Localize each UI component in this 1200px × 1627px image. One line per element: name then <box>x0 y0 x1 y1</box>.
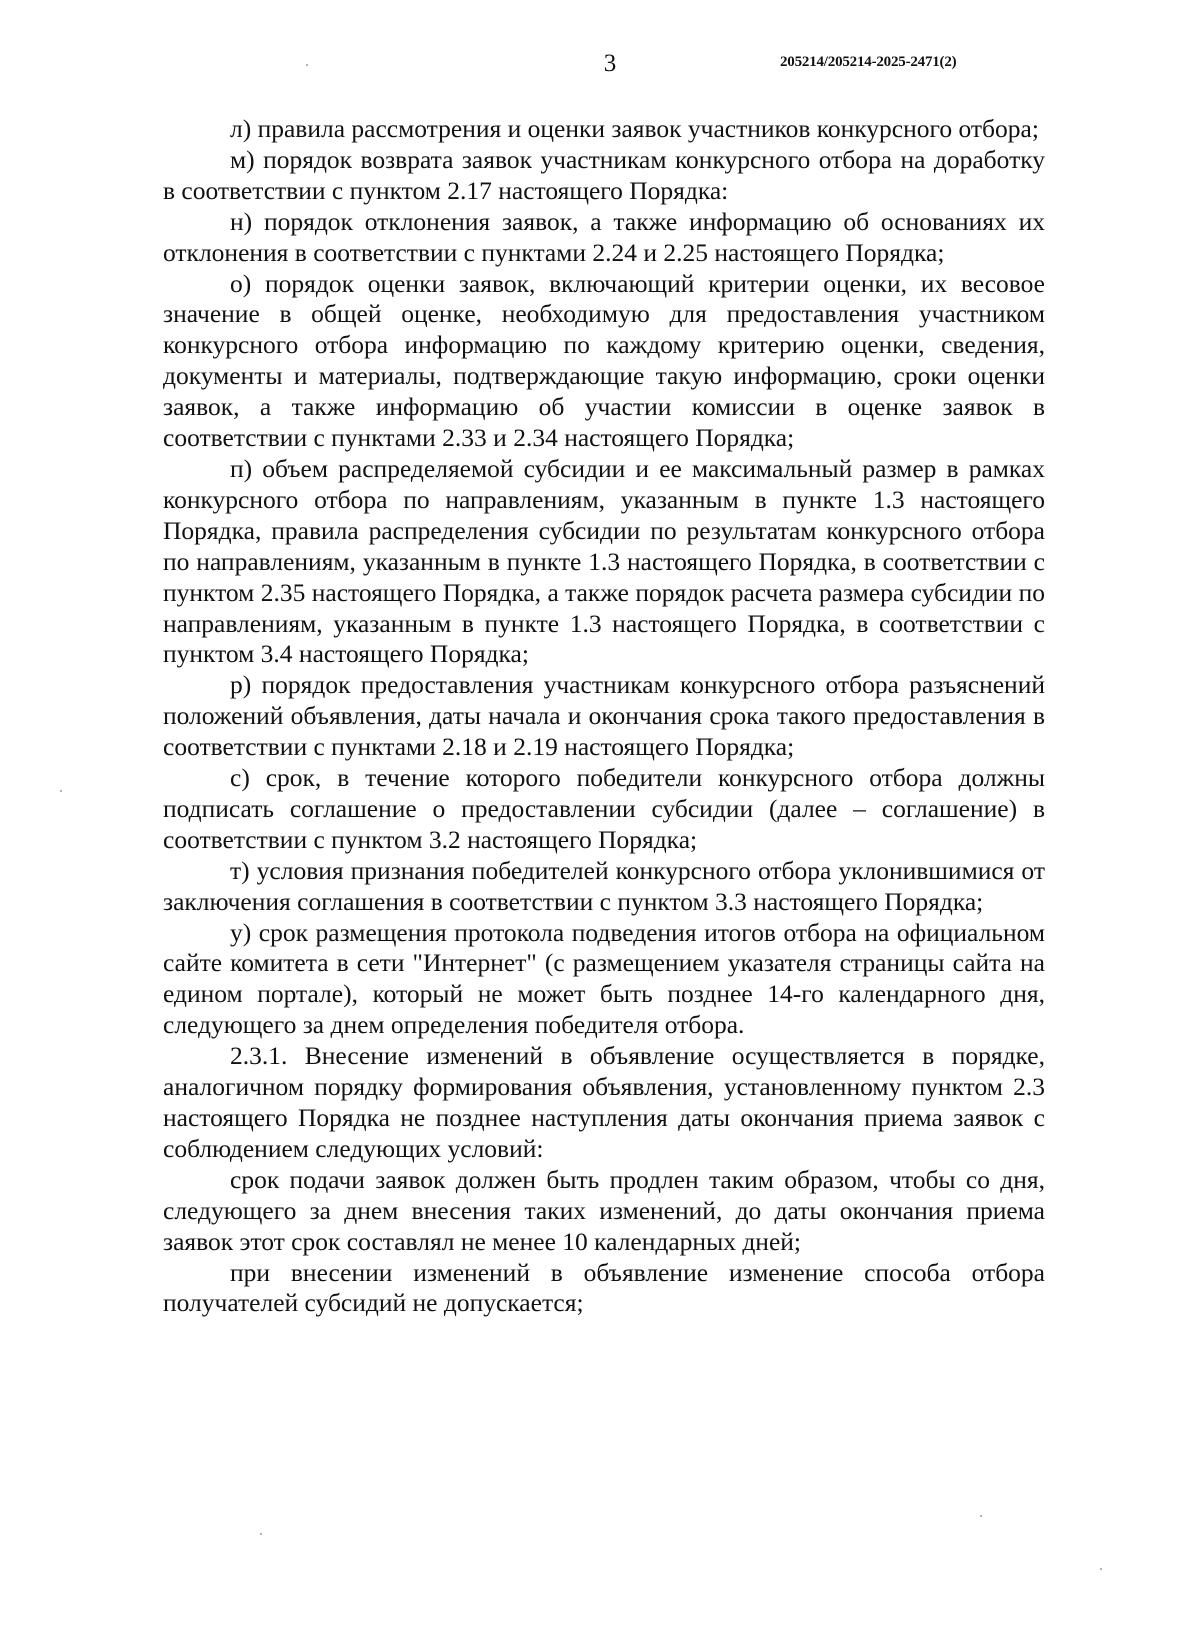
paragraph-item-o: о) порядок оценки заявок, включающий критерии оценки, их весовое значение в общей оценке, необходимую для предоставления участником конкурсного отбора информацию по каждому критерию оценки, сведения, документы и материалы, подтверждающие такую информацию, сроки оценки заявок, а также информацию об участии комиссии в оценке заявок в соответствии с пунктами 2.33 и 2.34 настоящего Порядка; <box>163 268 1045 453</box>
scan-speck <box>306 64 308 66</box>
paragraph-2-3-1: 2.3.1. Внесение изменений в объявление осуществляется в порядке, аналогичном порядку формирования объявления, установленному пунктом 2.3 настоящего Порядка не позднее наступления даты окончания приема заявок с соблюдением следующих условий: <box>163 1041 1045 1163</box>
paragraph-item-p: п) объем распределяемой субсидии и ее максимальный размер в рамках конкурсного отбора по направлениям, указанным в пункте 1.3 настоящего Порядка, правила распределения субсидии по результатам конкурсного отбора по направлениям, указанным в пункте 1.3 настоящего Порядка, в соответствии с пунктом 2.35 настоящего Порядка, а также порядок расчета размера субсидии по направлениям, указанным в пункте 1.3 настоящего Порядка, в соответствии с пунктом 3.4 настоящего Порядка; <box>163 453 1045 669</box>
paragraph-item-u: у) срок размещения протокола подведения итогов отбора на официальном сайте комитета в сети "Интернет" (с размещением указателя страницы сайта на едином портале), который не может быть позднее 14-го календарного дня, следующего за днем определения победителя отбора. <box>163 917 1045 1040</box>
paragraph-method-condition: при внесении изменений в объявление изменение способа отбора получателей субсидий не допускается; <box>163 1257 1045 1318</box>
scan-speck <box>260 1533 262 1535</box>
paragraph-item-m: м) порядок возврата заявок участникам конкурсного отбора на доработку в соответствии с пунктом 2.17 настоящего Порядка: <box>163 144 1045 205</box>
paragraph-item-s: с) срок, в течение которого победители конкурсного отбора должны подписать соглашение о предоставлении субсидии (далее – соглашение) в соответствии с пунктом 3.2 настоящего Порядка; <box>163 763 1045 854</box>
scan-speck <box>1100 1568 1102 1570</box>
paragraph-item-t: т) условия признания победителей конкурсного отбора уклонившимися от заключения соглашения в соответствии с пунктом 3.3 настоящего Порядка; <box>163 855 1045 916</box>
document-id: 205214/205214-2025-2471(2) <box>780 54 957 70</box>
paragraph-item-l: л) правила рассмотрения и оценки заявок участников конкурсного отбора; <box>230 114 1039 143</box>
paragraph-deadline-condition: срок подачи заявок должен быть продлен таким образом, чтобы со дня, следующего за днем внесения таких изменений, до даты окончания приема заявок этот срок составлял не менее 10 календарных дней; <box>163 1164 1045 1256</box>
scan-speck <box>60 790 62 792</box>
paragraph-item-n: н) порядок отклонения заявок, а также информацию об основаниях их отклонения в соответствии с пунктами 2.24 и 2.25 настоящего Порядка; <box>163 206 1045 267</box>
paragraph-item-r: р) порядок предоставления участникам конкурсного отбора разъяснений положений объявления, даты начала и окончания срока такого предоставления в соответствии с пунктами 2.18 и 2.19 настоящего Порядка; <box>163 670 1045 762</box>
document-body <box>163 114 1045 1319</box>
scan-speck <box>980 1515 982 1517</box>
page-number: 3 <box>603 50 617 77</box>
